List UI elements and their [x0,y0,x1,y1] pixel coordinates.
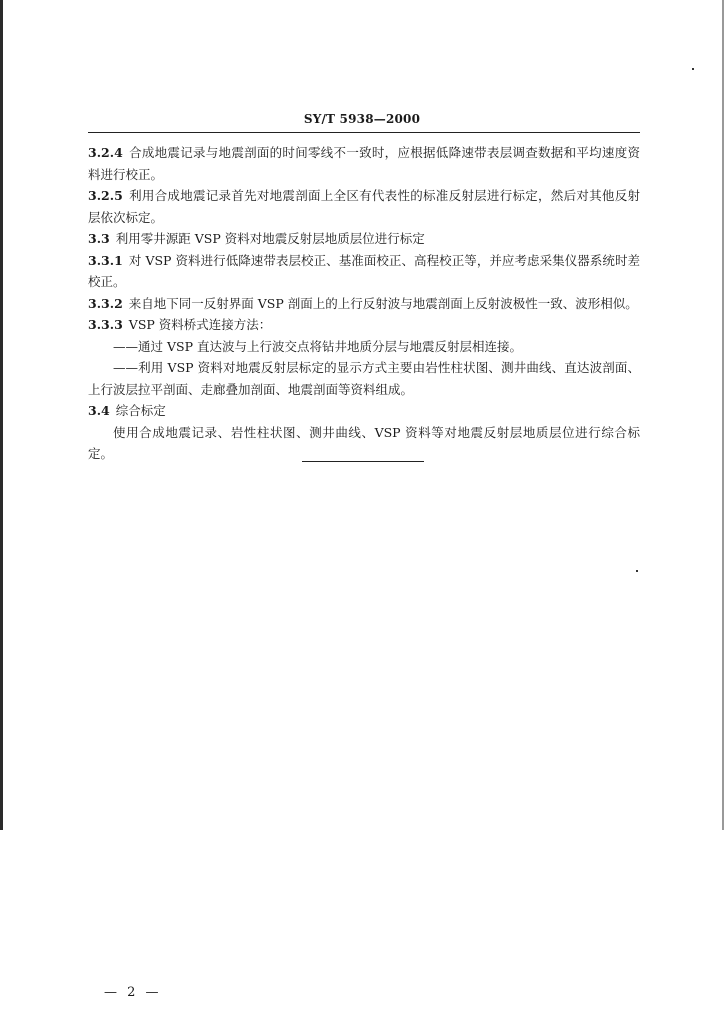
section-heading: 利用零井源距 VSP 资料对地震反射层地质层位进行标定 [115,231,425,246]
section-text: 来自地下同一反射界面 VSP 剖面上的上行反射波与地震剖面上反射波极性一致、波形相似。 [128,295,638,311]
body-paragraph: 使用合成地震记录、岩性柱状图、测井曲线、VSP 资料等对地震反射层地质层位进行综合标定。 [88,424,640,461]
section-text: VSP 资料桥式连接方法： [128,317,272,332]
section-number: 3.3.1 [88,252,123,268]
section-number: 3.4 [88,403,110,418]
section-text: 合成地震记录与地震剖面的时间零线不一致时，应根据低降速带表层调查数据和平均速度资料进行校正。 [88,145,640,182]
end-divider [302,461,424,462]
section-3-3-2 [88,293,640,315]
section-text: 利用合成地震记录首先对地震剖面上全区有代表性的标准反射层进行标定，然后对其他反射层依次标定。 [88,188,640,225]
section-3-2-5 [88,185,640,228]
section-number: 3.3.3 [88,317,123,332]
scan-speck [636,570,638,572]
section-3-2-4 [88,142,640,185]
page-header: SY/T 5938—2000 [303,112,421,126]
section-number: 3.3 [88,231,110,246]
section-heading: 综合标定 [115,403,166,418]
page-number: — 2 — [104,985,162,1000]
section-text: 对 VSP 资料进行低降速带表层校正、基准面校正、高程校正等，并应考虑采集仪器系统时差校正。 [88,252,640,289]
section-number: 3.3.2 [88,295,123,311]
section-3-3-3 [88,314,640,336]
section-number: 3.2.4 [88,145,123,160]
header-divider [88,132,640,133]
dash-item: ——利用 VSP 资料对地震反射层标定的显示方式主要由岩性柱状图、测井曲线、直达波剖面、上行波层拉平剖面、走廊叠加剖面、地震剖面等资料组成。 [88,360,640,397]
section-number: 3.2.5 [88,188,123,203]
section-3-3-1 [88,250,640,293]
section-3-3 [88,228,640,250]
scan-speck [692,68,694,70]
section-3-4 [88,400,640,422]
document-body [88,142,640,465]
dash-item: ——通过 VSP 直达波与上行波交点将钻井地质分层与地震反射层相连接。 [113,338,522,354]
